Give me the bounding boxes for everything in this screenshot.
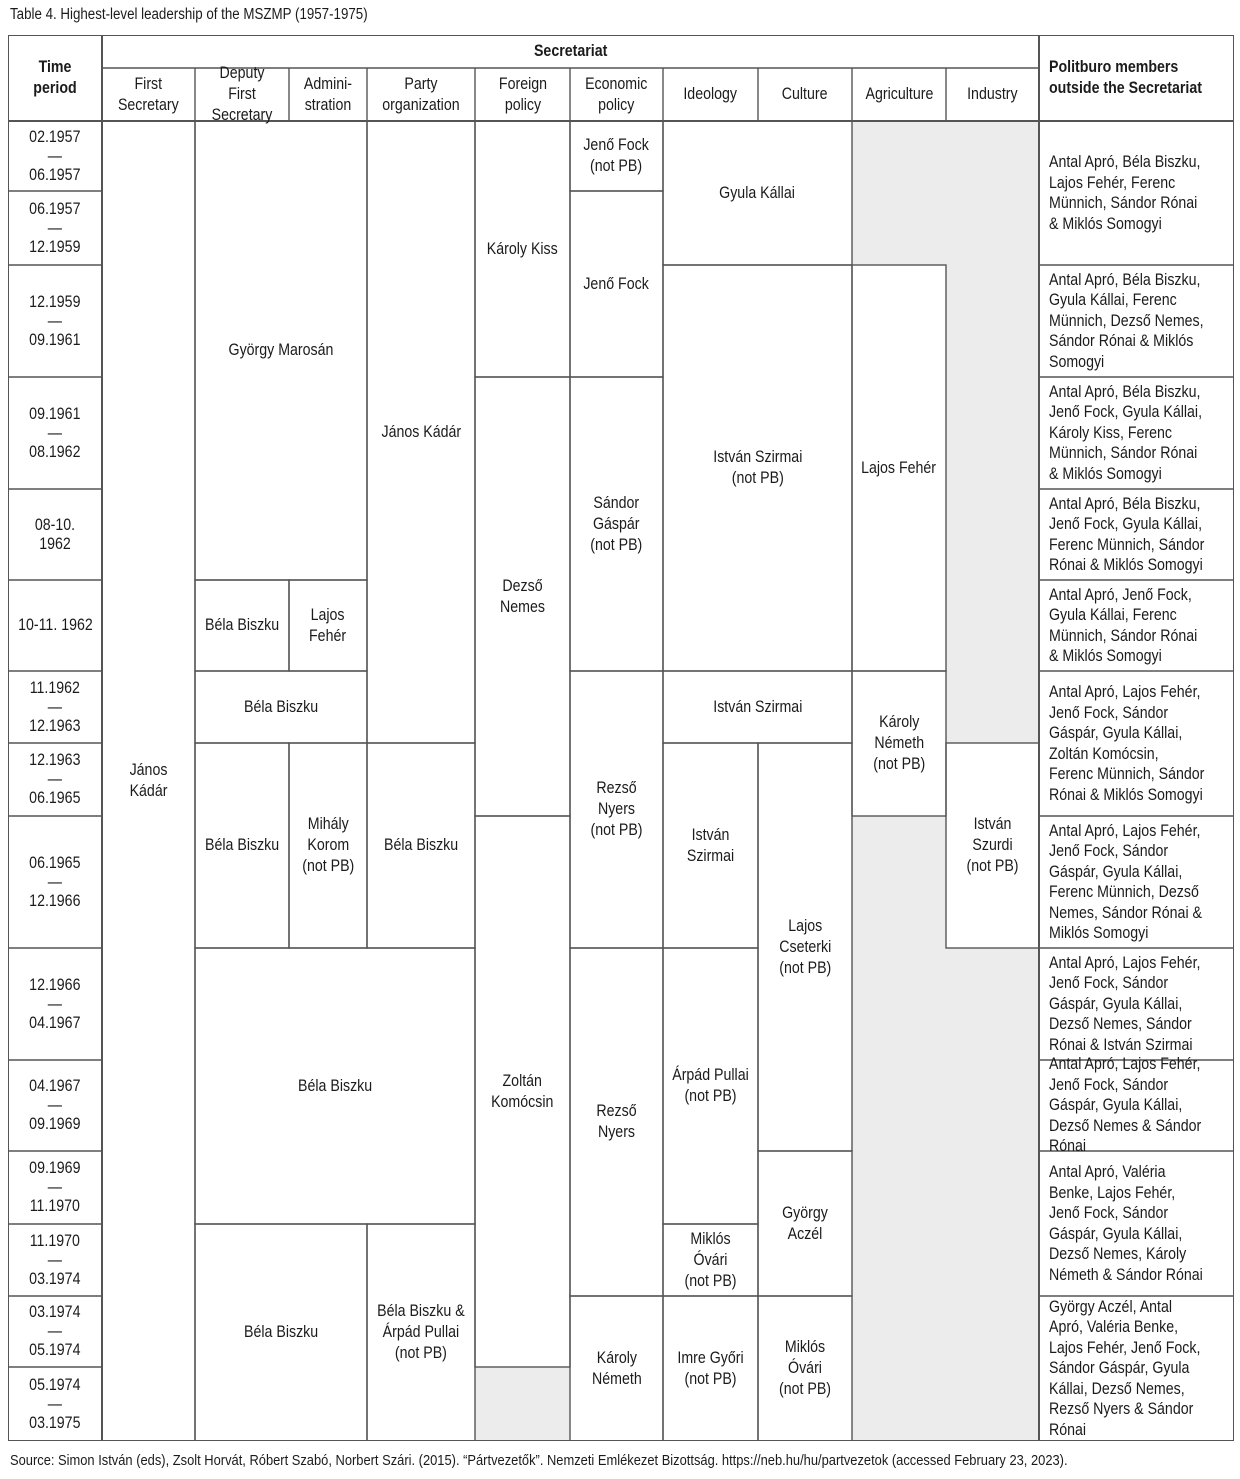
ideology-ovari-text: Miklós Óvári (not PB) [684, 1229, 737, 1290]
header-time-period-text: Time period [33, 58, 77, 97]
first-secretary-kadar-text: János Kádár [129, 761, 168, 800]
ideology-pullai [663, 948, 758, 1224]
ideology-szirmai-1965 [663, 743, 758, 948]
period-15 [8, 1367, 102, 1441]
economic-fock [570, 191, 663, 377]
industry-szurdi [946, 743, 1039, 948]
politburo-group-6-text: Antal Apró, Lajos Fehér, Jenő Fock, Sándor Gáspár, Gyula Kállai, Zoltán Komócsin, Ferenc Münnich, Sándor Rónai & Miklós Somogyi [1049, 683, 1205, 804]
vacant-industry-1966 [946, 948, 1039, 1441]
deputy-biszku-1974-text: Béla Biszku [243, 1323, 319, 1341]
period-11 [8, 1060, 102, 1151]
period-14 [8, 1296, 102, 1367]
deputy-marosan [195, 121, 367, 580]
culture-aczel-text: György Aczél [782, 1203, 828, 1243]
vacant-industry-1957 [946, 121, 1039, 743]
deputy-biszku-1963 [195, 671, 367, 743]
politburo-group-11 [1039, 1296, 1234, 1441]
col-first-secretary [102, 68, 195, 121]
politburo-group-8-text: Antal Apró, Lajos Fehér, Jenő Fock, Sándor Gáspár, Gyula Kállai, Dezső Nemes, Sándor Rónai & István Szirmai [1049, 953, 1201, 1054]
period-1 [8, 121, 102, 191]
vacant-foreign-1974 [475, 1367, 570, 1441]
admin-korom-text: Mihály Korom (not PB) [301, 815, 355, 875]
politburo-group-3-text: Antal Apró, Béla Biszku, Jenő Fock, Gyula Kállai, Károly Kiss, Ferenc Münnich, Sándor Rónai & Miklós Somogyi [1049, 382, 1203, 483]
header-politburo [1039, 35, 1234, 121]
party-org-biszku [367, 743, 475, 948]
politburo-group-3 [1039, 377, 1234, 489]
source-note: Source: Simon István (eds), Zsolt Horvát, Róbert Szabó, Norbert Szári. (2015). “Pártvezetők”. Nemzeti Emlékezet Bizottság. https://neb.hu/hu/partvezetok (accessed February 23, 2023). [10, 1452, 1068, 1469]
period-3 [8, 265, 102, 377]
agriculture-nemeth [852, 671, 946, 816]
ideology-kallai-text: Gyula Kállai [719, 183, 796, 202]
economic-nemeth [570, 1296, 663, 1441]
party-org-biszku-pullai-text: Béla Biszku & Árpád Pullai (not PB) [377, 1302, 465, 1362]
politburo-group-1-text: Antal Apró, Béla Biszku, Lajos Fehér, Ferenc Münnich, Sándor Rónai & Miklós Somogyi [1049, 153, 1201, 233]
col-deputy-first-secretary [195, 64, 289, 124]
ideology-kallai [663, 121, 852, 265]
foreign-nemes [475, 377, 570, 816]
period-12 [8, 1151, 102, 1224]
foreign-komocsin [475, 816, 570, 1367]
politburo-group-11-text: György Aczél, Antal Apró, Valéria Benke, Lajos Fehér, Jenő Fock, Sándor Gáspár, Gyula Kállai, Dezső Nemes, Rezső Nyers & Sándor Rónai [1049, 1297, 1201, 1439]
col-agriculture-text: Agriculture [865, 85, 933, 103]
economic-nyers-notpb [570, 671, 663, 948]
period-11-text: 04.1967 — 09.1969 [29, 1077, 81, 1133]
deputy-biszku-1969-text: Béla Biszku [297, 1076, 373, 1095]
politburo-group-9-text: Antal Apró, Lajos Fehér, Jenő Fock, Sándor Gáspár, Gyula Kállai, Dezső Nemes & Sándor Rónai [1049, 1055, 1202, 1156]
period-14-text: 03.1974 — 05.1974 [29, 1303, 81, 1359]
leadership-table [8, 35, 1234, 1441]
politburo-group-7-text: Antal Apró, Lajos Fehér, Jenő Fock, Sándor Gáspár, Gyula Kállai, Ferenc Münnich, Dezső Nemes, Sándor Rónai & Miklós Somogyi [1049, 821, 1203, 942]
culture-cseterki [758, 743, 852, 1151]
deputy-marosan-text: György Marosán [228, 341, 334, 359]
politburo-group-10-text: Antal Apró, Valéria Benke, Lajos Fehér, Jenő Fock, Sándor Gáspár, Gyula Kállai, Dezső Nemes, Károly Németh & Sándor Rónai [1049, 1163, 1203, 1284]
col-foreign-policy-text: Foreign policy [498, 74, 547, 114]
economic-nemeth-text: Károly Németh [591, 1348, 642, 1388]
ideology-szirmai [663, 671, 852, 743]
industry-szurdi-text: István Szurdi (not PB) [966, 815, 1019, 875]
deputy-biszku-1965 [195, 743, 289, 948]
header-secretariat-text: Secretariat [533, 42, 608, 60]
politburo-group-4 [1039, 489, 1234, 580]
period-4-text: 09.1961 — 08.1962 [29, 404, 81, 461]
period-6-text: 10-11. 1962 [17, 616, 93, 634]
period-8 [8, 743, 102, 816]
economic-fock-text: Jenő Fock [583, 274, 650, 293]
col-industry [946, 68, 1039, 121]
agriculture-feher [852, 265, 946, 671]
col-agriculture [852, 68, 946, 121]
period-13-text: 11.1970 — 03.1974 [29, 1231, 81, 1288]
col-administration [289, 68, 367, 121]
culture-cseterki-text: Lajos Cseterki (not PB) [778, 916, 832, 977]
table-caption: Table 4. Highest-level leadership of the MSZMP (1957-1975) [10, 6, 368, 23]
deputy-biszku-1974 [195, 1224, 367, 1441]
period-7 [8, 671, 102, 743]
party-org-kadar-text: János Kádár [381, 422, 461, 441]
politburo-group-2 [1039, 265, 1234, 377]
foreign-kiss-text: Károly Kiss [487, 239, 558, 258]
vacant-agriculture-1965 [852, 816, 946, 1441]
economic-fock-notpb-text: Jenő Fock (not PB) [583, 136, 650, 175]
politburo-group-10 [1039, 1151, 1234, 1296]
header-politburo-text: Politburo members outside the Secretariat [1049, 58, 1202, 97]
economic-gaspar [570, 377, 663, 671]
party-org-biszku-text: Béla Biszku [383, 836, 459, 854]
economic-nyers [570, 948, 663, 1296]
foreign-nemes-text: Dezső Nemes [500, 576, 545, 616]
period-12-text: 09.1969 — 11.1970 [29, 1159, 81, 1215]
ideology-szirmai-1965-text: István Szirmai [686, 825, 735, 865]
period-8-text: 12.1963 — 06.1965 [29, 751, 81, 807]
admin-feher [289, 580, 367, 671]
politburo-group-1 [1039, 121, 1234, 265]
deputy-biszku-1969 [195, 948, 475, 1224]
politburo-group-5 [1039, 580, 1234, 671]
culture-ovari-text: Miklós Óvári (not PB) [778, 1338, 832, 1398]
period-13 [8, 1224, 102, 1296]
party-org-biszku-pullai [367, 1224, 475, 1441]
admin-korom [289, 743, 367, 948]
col-party-organization-text: Party organization [382, 74, 460, 114]
col-economic-policy-text: Economic policy [585, 74, 648, 114]
period-9 [8, 816, 102, 948]
party-org-kadar [367, 121, 475, 743]
period-2 [8, 191, 102, 265]
economic-gaspar-text: Sándor Gáspár (not PB) [590, 493, 643, 554]
col-first-secretary-text: First Secretary [118, 74, 179, 114]
header-time-period [8, 35, 102, 121]
ideology-szirmai-notpb [663, 265, 852, 671]
economic-nyers-notpb-text: Rezső Nyers (not PB) [590, 779, 643, 839]
politburo-group-2-text: Antal Apró, Béla Biszku, Gyula Kállai, Ferenc Münnich, Dezső Nemes, Sándor Rónai & Miklós Somogyi [1049, 270, 1204, 371]
ideology-gyori [663, 1296, 758, 1441]
agriculture-nemeth-text: Károly Németh (not PB) [872, 713, 926, 773]
period-9-text: 06.1965 — 12.1966 [29, 853, 81, 910]
culture-ovari [758, 1296, 852, 1441]
period-7-text: 11.1962 — 12.1963 [29, 678, 81, 735]
ideology-pullai-text: Árpád Pullai (not PB) [672, 1066, 749, 1105]
first-secretary-kadar [102, 121, 195, 1441]
period-10-text: 12.1966 — 04.1967 [29, 975, 81, 1032]
col-industry-text: Industry [967, 85, 1018, 103]
col-administration-text: Admini- stration [303, 74, 353, 114]
vacant-agriculture-1957 [852, 121, 946, 265]
politburo-group-4-text: Antal Apró, Béla Biszku, Jenő Fock, Gyula Kállai, Ferenc Münnich, Sándor Rónai & Miklós Somogyi [1049, 494, 1205, 574]
col-ideology-text: Ideology [683, 85, 738, 103]
politburo-group-5-text: Antal Apró, Jenő Fock, Gyula Kállai, Ferenc Münnich, Sándor Rónai & Miklós Somogyi [1049, 585, 1198, 665]
ideology-ovari [663, 1224, 758, 1296]
period-3-text: 12.1959 — 09.1961 [29, 292, 81, 349]
politburo-group-8 [1039, 948, 1234, 1060]
ideology-szirmai-text: István Szirmai [712, 697, 803, 716]
period-10 [8, 948, 102, 1060]
col-deputy-first-secretary-text: Deputy First Secretary [211, 64, 273, 124]
period-5-text: 08-10. 1962 [34, 515, 76, 553]
col-party-organization [367, 68, 475, 121]
deputy-biszku-1965-text: Béla Biszku [204, 836, 280, 854]
deputy-biszku-1962-text: Béla Biszku [204, 616, 280, 634]
admin-feher-text: Lajos Fehér [309, 605, 347, 645]
culture-aczel [758, 1151, 852, 1296]
col-ideology [663, 68, 758, 121]
deputy-biszku-1963-text: Béla Biszku [243, 697, 319, 716]
ideology-gyori-text: Imre Győri (not PB) [677, 1348, 744, 1388]
ideology-szirmai-notpb-text: István Szirmai (not PB) [712, 448, 803, 487]
col-culture [758, 68, 852, 121]
politburo-group-7 [1039, 816, 1234, 948]
politburo-group-9 [1039, 1055, 1234, 1156]
economic-nyers-text: Rezső Nyers [596, 1102, 637, 1141]
period-6 [8, 580, 102, 671]
period-2-text: 06.1957 — 12.1959 [29, 199, 81, 256]
politburo-group-6 [1039, 671, 1234, 816]
foreign-komocsin-text: Zoltán Komócsin [491, 1071, 554, 1111]
col-foreign-policy [475, 68, 570, 121]
col-culture-text: Culture [782, 85, 828, 103]
agriculture-feher-text: Lajos Fehér [861, 458, 937, 477]
period-1-text: 02.1957 — 06.1957 [29, 127, 81, 184]
col-economic-policy [570, 68, 663, 121]
period-15-text: 05.1974 — 03.1975 [29, 1375, 81, 1432]
deputy-biszku-1962 [195, 580, 289, 671]
period-5 [8, 489, 102, 580]
foreign-kiss [475, 121, 570, 377]
economic-fock-notpb [570, 121, 663, 191]
period-4 [8, 377, 102, 489]
